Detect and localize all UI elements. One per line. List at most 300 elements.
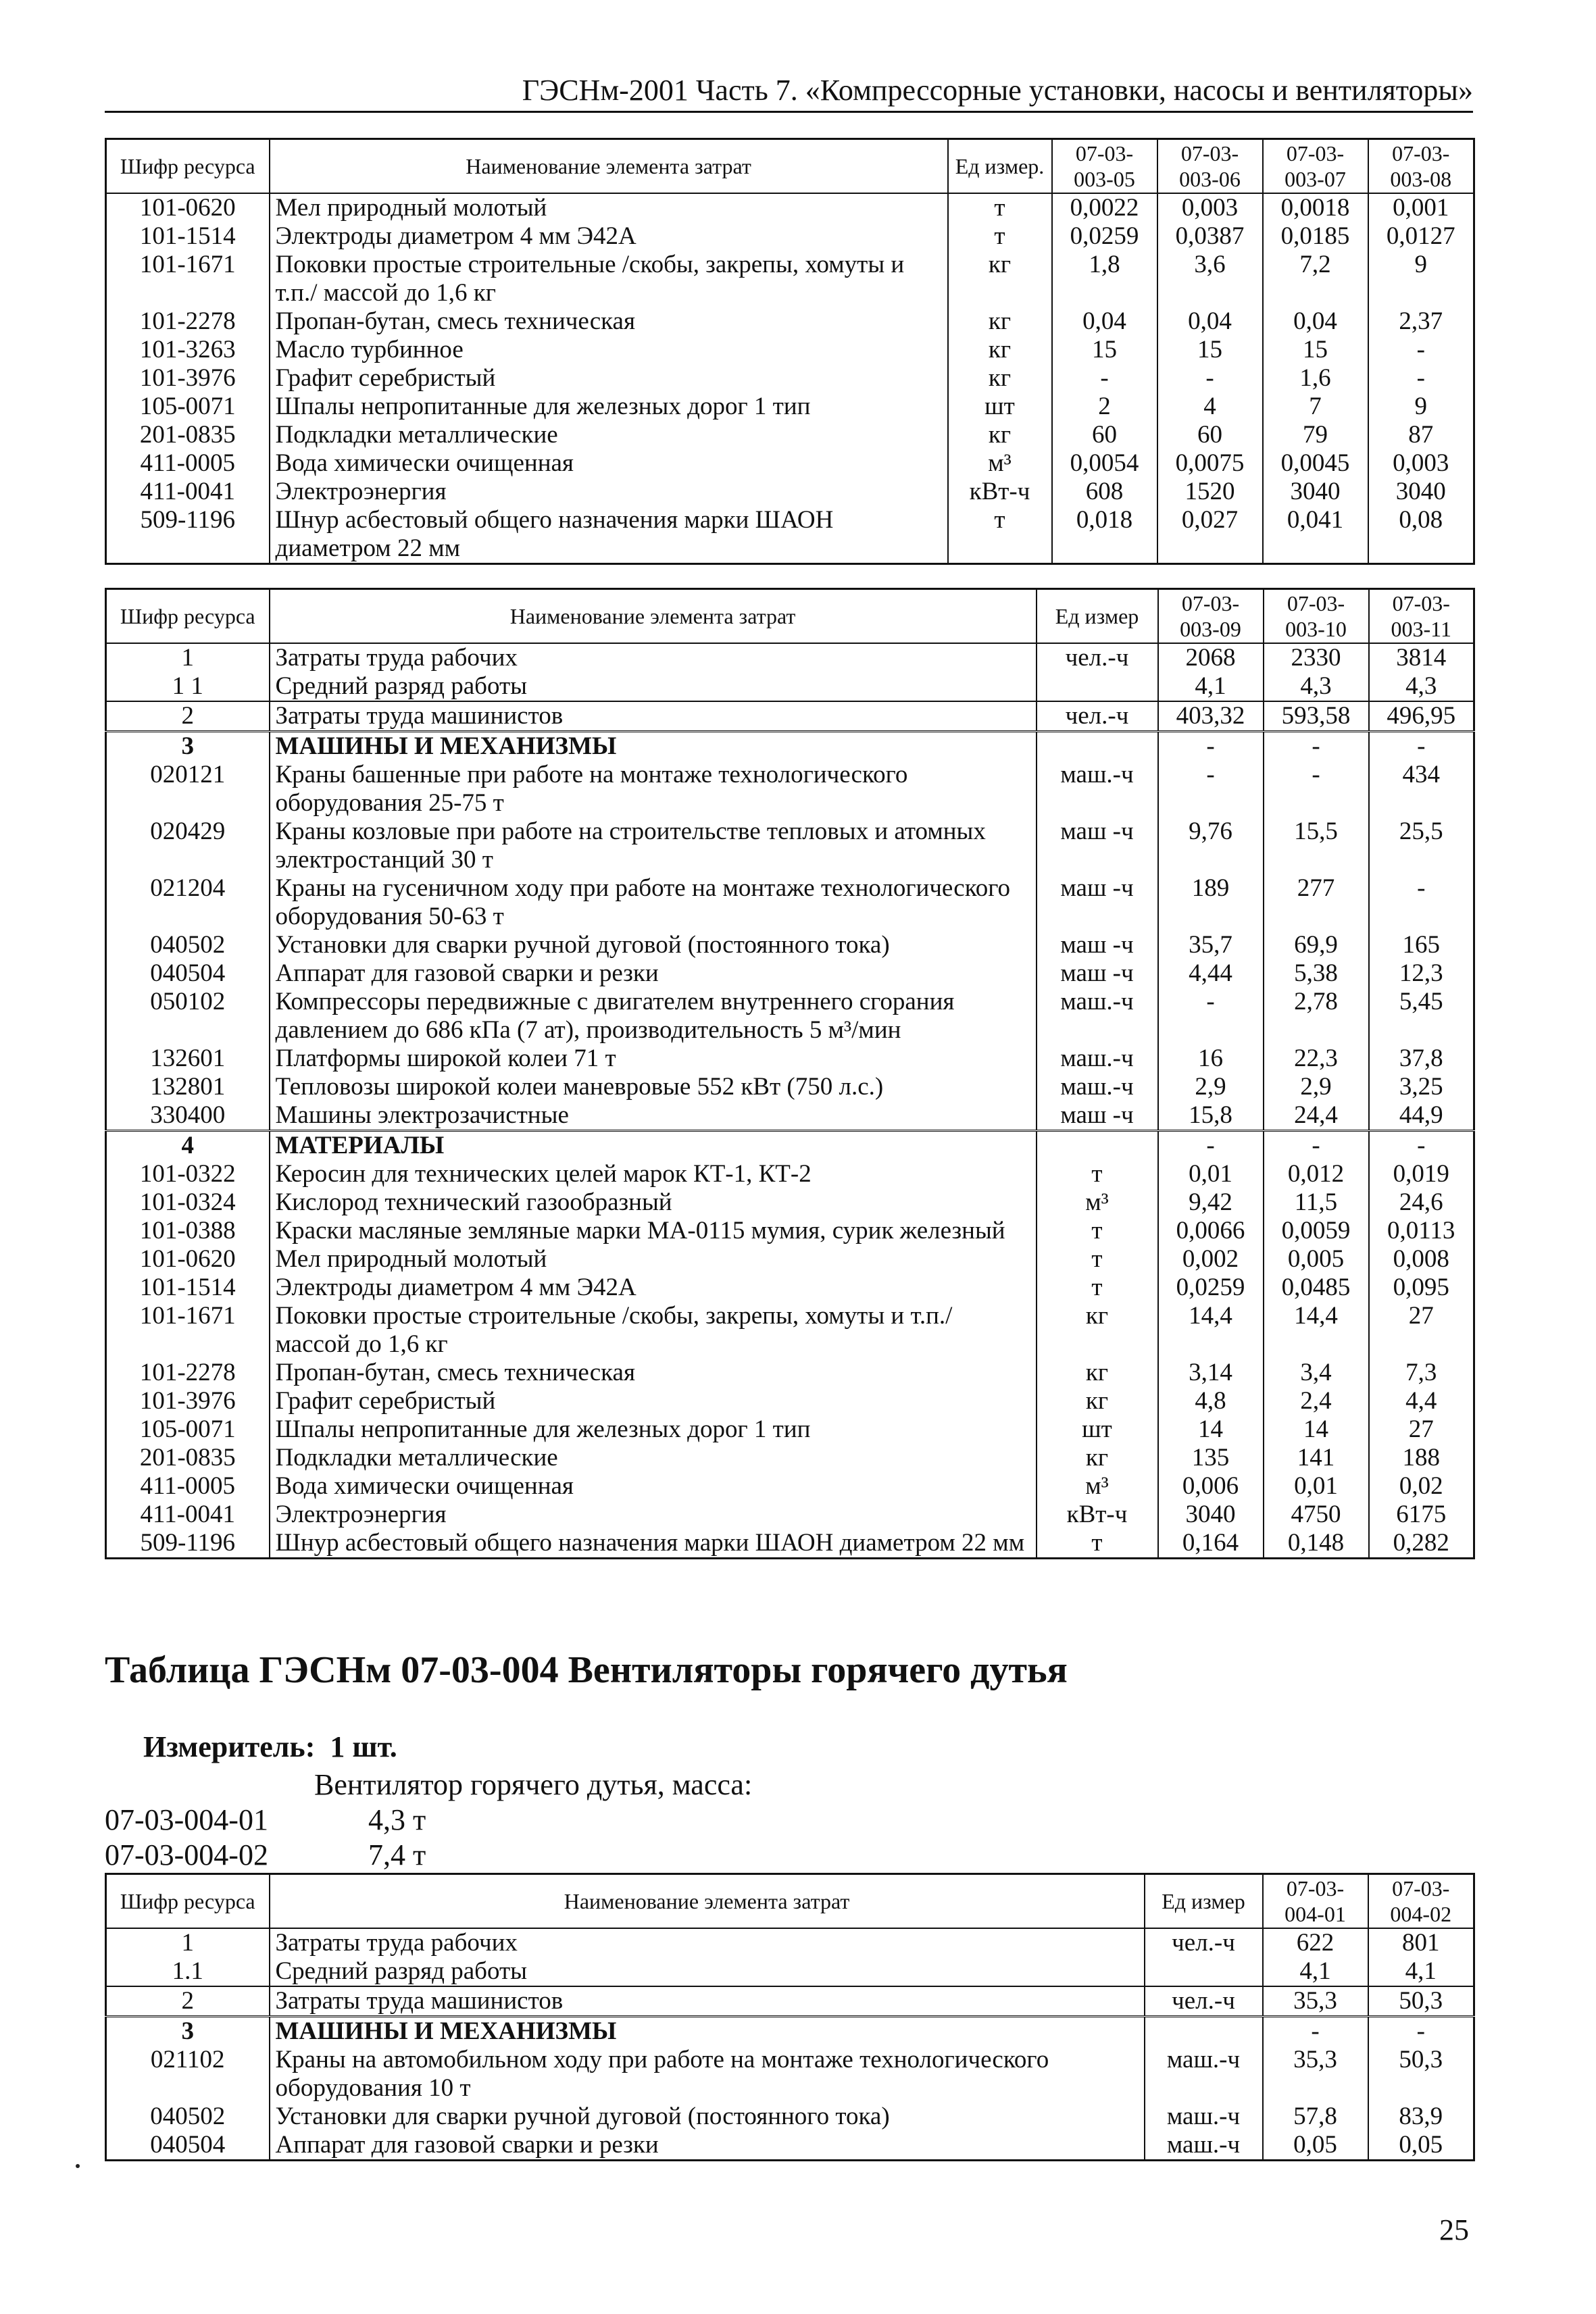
table-cell: - [1264,761,1369,818]
table-cell: 0,08 [1368,506,1474,564]
table-cell: чел.-ч [1037,643,1158,672]
table-row [106,2103,1474,2131]
table-cell: 0,019 [1369,1160,1474,1188]
table-cell: Затраты труда рабочих [270,1928,1145,1957]
table-cell: Вода химически очищенная [270,449,948,478]
table-cell: 24,6 [1369,1188,1474,1217]
table-cell: Краны козловые при работе на строительстве тепловых и атомных электростанций 30 т [270,818,1037,874]
table-cell: 277 [1264,874,1369,931]
table-cell: МАТЕРИАЛЫ [270,1131,1037,1161]
table-row [106,1986,1474,2017]
table-row [106,643,1474,672]
table-cell: 0,0022 [1052,193,1157,222]
table-row [106,1415,1474,1444]
table-cell: маш -ч [1037,959,1158,988]
table-cell: Краны на гусеничном ходу при работе на монтаже технологического оборудования 50-63 т [270,874,1037,931]
table-cell: 5,45 [1369,988,1474,1045]
table-cell: Компрессоры передвижные с двигателем внутреннего сгорания давлением до 686 кПа (7 ат), производительность 5 м³/мин [270,988,1037,1045]
table-row [106,1387,1474,1415]
table-cell: 1,8 [1052,251,1157,307]
table-cell: 1.1 [106,1957,270,1986]
resource-table-004 [105,1873,1475,2161]
table-cell: 593,58 [1264,701,1369,732]
table-cell: 0,002 [1158,1245,1264,1274]
table-cell: шт [948,393,1052,421]
table-cell: 15,8 [1158,1101,1264,1131]
table-cell: 0,02 [1369,1472,1474,1501]
table-cell: Электроэнергия [270,1501,1037,1529]
table-cell: 2,4 [1264,1387,1369,1415]
table-cell: 0,003 [1157,193,1263,222]
table-cell: 9 [1368,251,1474,307]
meter-label: Измеритель: [143,1730,316,1763]
table-cell: 27 [1369,1302,1474,1359]
table-cell: 0,0075 [1157,449,1263,478]
table-cell [1145,2017,1263,2046]
table-row [106,449,1474,478]
table-cell: Пропан-бутан, смесь техническая [270,307,948,336]
table-cell: Краны на автомобильном ходу при работе на монтаже технологического оборудования 10 т [270,2046,1145,2103]
table-cell: 4 [1157,393,1263,421]
table-cell: Аппарат для газовой сварки и резки [270,2131,1145,2161]
table-cell: 0,0185 [1263,222,1368,251]
table-cell: Масло турбинное [270,336,948,364]
table-cell: чел.-ч [1145,1986,1263,2017]
table-cell: кг [1037,1359,1158,1387]
table-cell: 3040 [1368,478,1474,506]
table-cell: 3 [106,2017,270,2046]
table-row [106,2131,1474,2161]
table-cell: 24,4 [1264,1101,1369,1131]
table-cell: 11,5 [1264,1188,1369,1217]
col-header: Наименование элемента затрат [270,1874,1145,1929]
table-cell: Мел природный молотый [270,1245,1037,1274]
table-cell: 4,8 [1158,1387,1264,1415]
table-cell: кг [948,364,1052,393]
table-row [106,1188,1474,1217]
table-cell: 2 [106,701,270,732]
table-cell: маш -ч [1037,1101,1158,1131]
table-cell: 35,7 [1158,931,1264,959]
table-cell: 622 [1263,1928,1368,1957]
col-header: Наименование элемента затрат [270,139,948,194]
table-cell: 165 [1369,931,1474,959]
table-row [106,193,1474,222]
col-header: 07-03-003-08 [1368,139,1474,194]
table-cell: 4,44 [1158,959,1264,988]
table-cell: 101-0620 [106,1245,270,1274]
table-cell: - [1369,732,1474,761]
table-cell: кг [948,336,1052,364]
table-cell: 0,003 [1368,449,1474,478]
table-cell: маш -ч [1037,874,1158,931]
table-cell: 35,3 [1263,2046,1368,2103]
table-cell: 0,148 [1264,1529,1369,1559]
table-cell: т [1037,1217,1158,1245]
table-cell: 60 [1052,421,1157,449]
table-cell: 189 [1158,874,1264,931]
table-cell: шт [1037,1415,1158,1444]
table-cell: Электроэнергия [270,478,948,506]
table-cell: Подкладки металлические [270,1444,1037,1472]
table-cell: 020429 [106,818,270,874]
table-cell: 201-0835 [106,421,270,449]
table-cell: Установки для сварки ручной дуговой (постоянного тока) [270,931,1037,959]
table-cell: 509-1196 [106,506,270,564]
table-cell: кг [1037,1387,1158,1415]
page-number: 25 [1439,2213,1469,2246]
table-cell: 040504 [106,959,270,988]
table-cell: 101-0388 [106,1217,270,1245]
table-cell: 2,9 [1264,1073,1369,1101]
table-cell: 57,8 [1263,2103,1368,2131]
table-row [106,1444,1474,1472]
item-value-1: 4,3 т [368,1803,426,1836]
col-header: 07-03-004-02 [1368,1874,1474,1929]
table-cell: Затраты труда машинистов [270,701,1037,732]
table-cell: 132601 [106,1045,270,1073]
table-cell: 2330 [1264,643,1369,672]
table-cell: 101-1514 [106,1274,270,1302]
table-row [106,421,1474,449]
table-cell: маш.-ч [1037,988,1158,1045]
table-cell [1037,732,1158,761]
table-cell: 2,9 [1158,1073,1264,1101]
table-cell: 0,01 [1264,1472,1369,1501]
table-row [106,701,1474,732]
table-cell: 411-0041 [106,478,270,506]
table-cell: - [1157,364,1263,393]
col-header: Шифр ресурса [106,139,270,194]
table-cell: 101-0322 [106,1160,270,1188]
table-cell: Краны башенные при работе на монтаже технологического оборудования 25-75 т [270,761,1037,818]
table-row [106,1101,1474,1131]
col-header: 07-03-003-09 [1158,589,1264,644]
table-cell: Поковки простые строительные /скобы, закрепы, хомуты и т.п./ массой до 1,6 кг [270,1302,1037,1359]
table-row [106,393,1474,421]
table-cell: Краски масляные земляные марки МА-0115 мумия, сурик железный [270,1217,1037,1245]
table-cell: Вода химически очищенная [270,1472,1037,1501]
table-row [106,1045,1474,1073]
table-row [106,222,1474,251]
table-cell: Мел природный молотый [270,193,948,222]
table-cell: 434 [1369,761,1474,818]
table-cell: 101-3263 [106,336,270,364]
table-cell: 6175 [1369,1501,1474,1529]
table-cell: 16 [1158,1045,1264,1073]
table-cell: Средний разряд работы [270,672,1037,701]
table-row [106,874,1474,931]
table-row [106,988,1474,1045]
section-title: Таблица ГЭСНм 07-03-004 Вентиляторы горячего дутья [105,1649,1068,1691]
table-cell: - [1369,874,1474,931]
table-cell: Шнур асбестовый общего назначения марки ШАОН диаметром 22 мм [270,1529,1037,1559]
table-cell: 040504 [106,2131,270,2161]
table-cell: т [948,506,1052,564]
col-header: Шифр ресурса [106,1874,270,1929]
table-cell: Кислород технический газообразный [270,1188,1037,1217]
table-cell: 2,37 [1368,307,1474,336]
table-cell: 801 [1368,1928,1474,1957]
table-cell: 0,0059 [1264,1217,1369,1245]
table-row [106,931,1474,959]
table-cell: 0,095 [1369,1274,1474,1302]
table-cell: 2 [1052,393,1157,421]
margin-dot [76,2164,80,2168]
table-cell: Электроды диаметром 4 мм Э42А [270,222,948,251]
table-cell: МАШИНЫ И МЕХАНИЗМЫ [270,2017,1145,2046]
table-cell: 2068 [1158,643,1264,672]
table-cell: 69,9 [1264,931,1369,959]
table-cell: 44,9 [1369,1101,1474,1131]
table-cell: - [1264,1131,1369,1161]
table-cell: чел.-ч [1037,701,1158,732]
table-cell: 188 [1369,1444,1474,1472]
table-cell: м³ [1037,1472,1158,1501]
col-header: 07-03-004-01 [1263,1874,1368,1929]
table-row [106,1529,1474,1559]
table-cell: 5,38 [1264,959,1369,988]
table-cell: 4,3 [1369,672,1474,701]
table-cell: 4750 [1264,1501,1369,1529]
table-cell: 0,018 [1052,506,1157,564]
table-cell: 50,3 [1368,1986,1474,2017]
col-header: 07-03-003-10 [1264,589,1369,644]
table-cell: кг [948,307,1052,336]
table-cell: 3040 [1158,1501,1264,1529]
table-cell: т [948,222,1052,251]
table-cell: 496,95 [1369,701,1474,732]
table-cell: - [1052,364,1157,393]
table-cell: - [1369,1131,1474,1161]
table-cell [1037,1131,1158,1161]
table-cell: 50,3 [1368,2046,1474,2103]
table-cell: 101-2278 [106,1359,270,1387]
table-cell: маш -ч [1037,931,1158,959]
item-code-1: 07-03-004-01 [105,1803,268,1836]
table-cell: 9 [1368,393,1474,421]
table-cell [1145,1957,1263,1986]
table-cell: Платформы широкой колеи 71 т [270,1045,1037,1073]
table-cell: 2,78 [1264,988,1369,1045]
table-cell: маш.-ч [1037,761,1158,818]
table-cell: 7 [1263,393,1368,421]
resource-table-003-05-08 [105,138,1475,565]
table-cell: 15 [1157,336,1263,364]
table-row [106,1217,1474,1245]
item-value-2: 7,4 т [368,1838,426,1871]
table-cell: 105-0071 [106,1415,270,1444]
table-cell: 0,04 [1052,307,1157,336]
table-cell: - [1264,732,1369,761]
table-cell: - [1368,336,1474,364]
table-cell: 1 1 [106,672,270,701]
table-cell: 0,0045 [1263,449,1368,478]
running-header: ГЭСНм-2001 Часть 7. «Компрессорные установки, насосы и вентиляторы» [522,74,1473,107]
table-cell: т [948,193,1052,222]
table-cell: 3,6 [1157,251,1263,307]
table-cell: 4,1 [1368,1957,1474,1986]
table-cell: м³ [948,449,1052,478]
table-cell: - [1263,2017,1368,2046]
col-header: 07-03-003-05 [1052,139,1157,194]
table-cell: 9,42 [1158,1188,1264,1217]
section-subtitle: Вентилятор горячего дутья, масса: [314,1768,753,1801]
table-cell: 0,0259 [1158,1274,1264,1302]
table-cell: 60 [1157,421,1263,449]
table-cell: маш -ч [1037,818,1158,874]
table-cell: 37,8 [1369,1045,1474,1073]
table-cell: 608 [1052,478,1157,506]
table-cell: - [1158,761,1264,818]
table-cell: 3814 [1369,643,1474,672]
table-cell: Аппарат для газовой сварки и резки [270,959,1037,988]
table-cell: 1520 [1157,478,1263,506]
table-cell: кВт-ч [948,478,1052,506]
table-cell: 330400 [106,1101,270,1131]
table-cell: 0,01 [1158,1160,1264,1188]
table-row [106,1302,1474,1359]
item-code-2: 07-03-004-02 [105,1838,268,1871]
table-row [106,251,1474,307]
col-header: Ед измер. [948,139,1052,194]
header-rule [105,111,1473,113]
table-cell: 201-0835 [106,1444,270,1472]
table-row [106,364,1474,393]
table-cell: 132801 [106,1073,270,1101]
table-cell: чел.-ч [1145,1928,1263,1957]
table-cell: 27 [1369,1415,1474,1444]
table-row [106,2046,1474,2103]
table-cell: Электроды диаметром 4 мм Э42А [270,1274,1037,1302]
table-row [106,2017,1474,2046]
table-cell: 411-0005 [106,1472,270,1501]
table-cell: маш.-ч [1037,1073,1158,1101]
table-cell: м³ [1037,1188,1158,1217]
table-cell: 0,001 [1368,193,1474,222]
table-cell: 35,3 [1263,1986,1368,2017]
table-cell: Шпалы непропитанные для железных дорог 1 тип [270,1415,1037,1444]
table-cell: 2 [106,1986,270,2017]
table-cell: 4,3 [1264,672,1369,701]
col-header: Наименование элемента затрат [270,589,1037,644]
table-row [106,1359,1474,1387]
table-cell: 0,0054 [1052,449,1157,478]
table-cell: 83,9 [1368,2103,1474,2131]
table-cell: 0,0387 [1157,222,1263,251]
table-row [106,336,1474,364]
table-cell: 3040 [1263,478,1368,506]
table-cell: Шнур асбестовый общего назначения марки ШАОН диаметром 22 мм [270,506,948,564]
table-cell: 7,2 [1263,251,1368,307]
table-cell: 0,04 [1157,307,1263,336]
table-cell: 0,0113 [1369,1217,1474,1245]
table-cell: т [1037,1245,1158,1274]
table-row [106,1160,1474,1188]
table-cell: 0,05 [1368,2131,1474,2161]
table-cell: кг [948,421,1052,449]
table-cell: 4,1 [1158,672,1264,701]
table-cell: 0,04 [1263,307,1368,336]
table-cell: 0,282 [1369,1529,1474,1559]
table-cell: 403,32 [1158,701,1264,732]
table-cell: 0,0018 [1263,193,1368,222]
table-cell: маш.-ч [1145,2046,1263,2103]
table-cell: 1 [106,643,270,672]
table-cell: Установки для сварки ручной дуговой (постоянного тока) [270,2103,1145,2131]
table-cell: - [1368,364,1474,393]
table-cell: 14,4 [1158,1302,1264,1359]
table-cell: 040502 [106,2103,270,2131]
table-cell: 25,5 [1369,818,1474,874]
meter-value: 1 шт. [330,1730,397,1763]
table-cell: Графит серебристый [270,1387,1037,1415]
table-cell: 040502 [106,931,270,959]
table-cell: Затраты труда машинистов [270,1986,1145,2017]
table-cell: 15 [1052,336,1157,364]
table-cell: 105-0071 [106,393,270,421]
table-cell: 101-2278 [106,307,270,336]
table-cell: 0,041 [1263,506,1368,564]
table-cell: 021102 [106,2046,270,2103]
table-cell: 12,3 [1369,959,1474,988]
table-cell: 14 [1264,1415,1369,1444]
table-cell: Шпалы непропитанные для железных дорог 1 тип [270,393,948,421]
table-cell: 4 [106,1131,270,1161]
table-cell: 1 [106,1928,270,1957]
table-cell: 14,4 [1264,1302,1369,1359]
table-cell: МАШИНЫ И МЕХАНИЗМЫ [270,732,1037,761]
table-cell: Пропан-бутан, смесь техническая [270,1359,1037,1387]
table-cell: 020121 [106,761,270,818]
col-header: Шифр ресурса [106,589,270,644]
col-header: 07-03-003-06 [1157,139,1263,194]
table-cell: 0,006 [1158,1472,1264,1501]
table-cell: 509-1196 [106,1529,270,1559]
table-cell: кг [1037,1444,1158,1472]
table-row [106,506,1474,564]
table-cell: Поковки простые строительные /скобы, закрепы, хомуты и т.п./ массой до 1,6 кг [270,251,948,307]
table-cell: 411-0041 [106,1501,270,1529]
table-cell: 0,005 [1264,1245,1369,1274]
table-cell: 22,3 [1264,1045,1369,1073]
table-cell: кг [1037,1302,1158,1359]
table-cell: 101-3976 [106,364,270,393]
table-cell: Машины электрозачистные [270,1101,1037,1131]
table-cell: 3,4 [1264,1359,1369,1387]
table-cell: 0,008 [1369,1245,1474,1274]
col-header: Ед измер [1037,589,1158,644]
table-cell: 0,0259 [1052,222,1157,251]
table-cell: 0,164 [1158,1529,1264,1559]
table-cell: 4,1 [1263,1957,1368,1986]
table-cell: 101-1514 [106,222,270,251]
table-cell: 411-0005 [106,449,270,478]
table-row [106,1274,1474,1302]
table-cell: 0,0127 [1368,222,1474,251]
table-cell: маш.-ч [1145,2103,1263,2131]
col-header: 07-03-003-11 [1369,589,1474,644]
resource-table-003-09-11 [105,588,1475,1559]
table-cell: 3,25 [1369,1073,1474,1101]
table-cell: - [1368,2017,1474,2046]
table-cell: Средний разряд работы [270,1957,1145,1986]
table-cell: 135 [1158,1444,1264,1472]
col-header: 07-03-003-07 [1263,139,1368,194]
table-row [106,1928,1474,1957]
table-cell: Затраты труда рабочих [270,643,1037,672]
table-cell: маш.-ч [1037,1045,1158,1073]
